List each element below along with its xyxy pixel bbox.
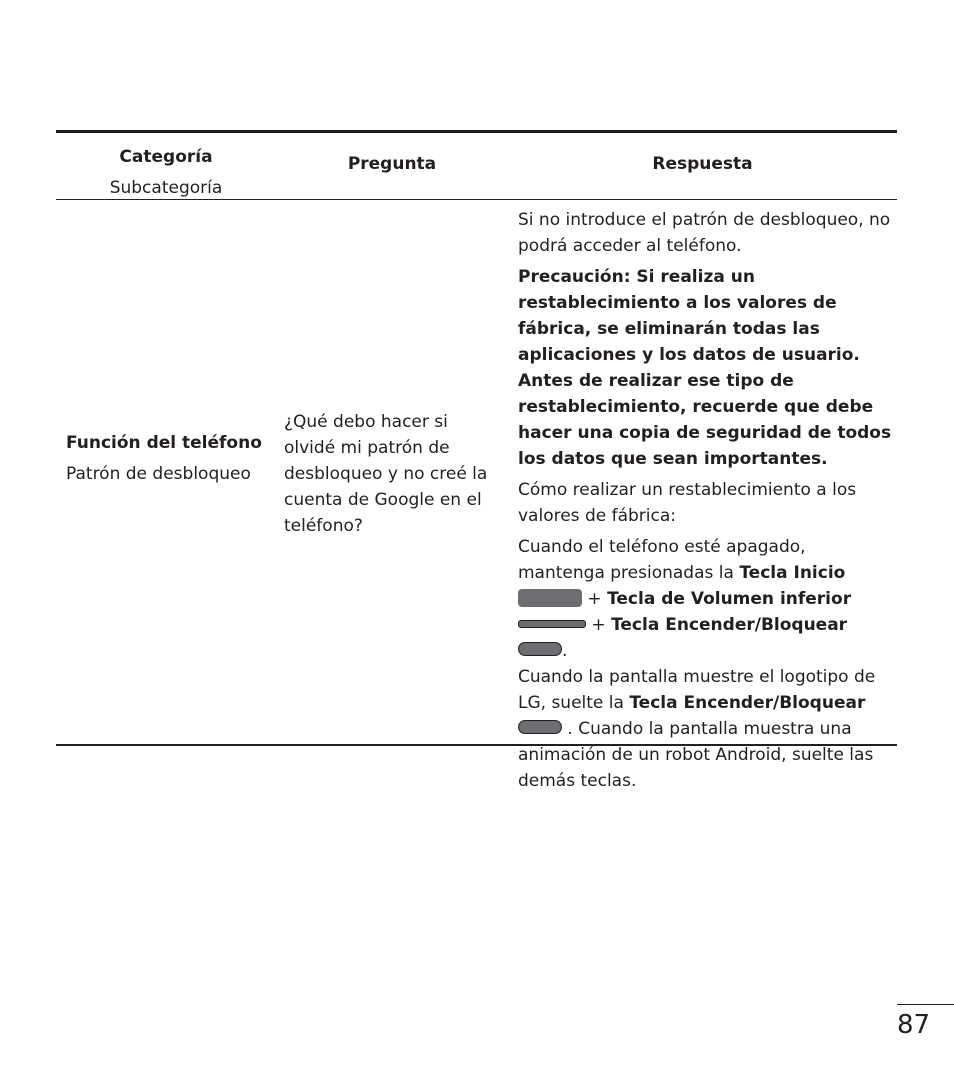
answer-paragraph-2: Cómo realizar un restablecimiento a los valores de fábrica:	[518, 480, 857, 526]
header-subcategory-label: Subcategoría	[109, 178, 223, 198]
header-divider	[56, 199, 897, 200]
header-category-label: Categoría	[119, 147, 213, 167]
power-key-label-2: Tecla Encender/Bloquear	[629, 693, 866, 713]
power-key-icon	[518, 642, 562, 656]
table-top-rule	[56, 130, 897, 133]
table-bottom-rule	[56, 744, 897, 746]
power-key-label: Tecla Encender/Bloquear	[611, 615, 848, 635]
header-answer: Respuesta	[652, 154, 753, 174]
power-key-icon	[518, 720, 562, 734]
row-question: ¿Qué debo hacer si olvidé mi patrón de desbloqueo y no creé la cuenta de Google en el teléfono?	[284, 412, 488, 536]
page-number: 87	[897, 1010, 931, 1040]
plus-sign-1: +	[587, 589, 608, 609]
answer-p3-mid: Cuando la pantalla muestre el logotipo de LG, suelte la	[518, 667, 876, 713]
row-category-cell	[66, 428, 271, 490]
volume-down-key-label: Tecla de Volumen inferior	[607, 589, 852, 609]
home-key-label: Tecla Inicio	[739, 563, 846, 583]
volume-down-key-icon	[518, 620, 586, 628]
header-category	[56, 142, 276, 204]
header-question: Pregunta	[347, 154, 437, 174]
row-answer-cell	[518, 207, 893, 799]
answer-paragraph-3	[518, 534, 893, 794]
row-subcategory: Patrón de desbloqueo	[66, 464, 251, 484]
plus-sign-2: +	[591, 615, 612, 635]
answer-caution: Precaución: Si realiza un restablecimiento a los valores de fábrica, se eliminarán todas las aplicaciones y los datos de usuario. Antes de realizar ese tipo de restablecimiento, recuerde que debe hacer una copia de seguridad de todos los datos que sean importantes.	[518, 267, 892, 469]
answer-p3-end: . Cuando la pantalla muestra una animación de un robot Android, suelte las demás teclas.	[518, 719, 874, 791]
period-1: .	[562, 641, 568, 661]
page-number-rule	[897, 1004, 954, 1005]
answer-p3-intro: Cuando el teléfono esté apagado, mantenga presionadas la	[518, 537, 806, 583]
row-category: Función del teléfono	[66, 433, 262, 453]
home-key-icon	[518, 589, 582, 607]
answer-paragraph-1: Si no introduce el patrón de desbloqueo, no podrá acceder al teléfono.	[518, 210, 891, 256]
